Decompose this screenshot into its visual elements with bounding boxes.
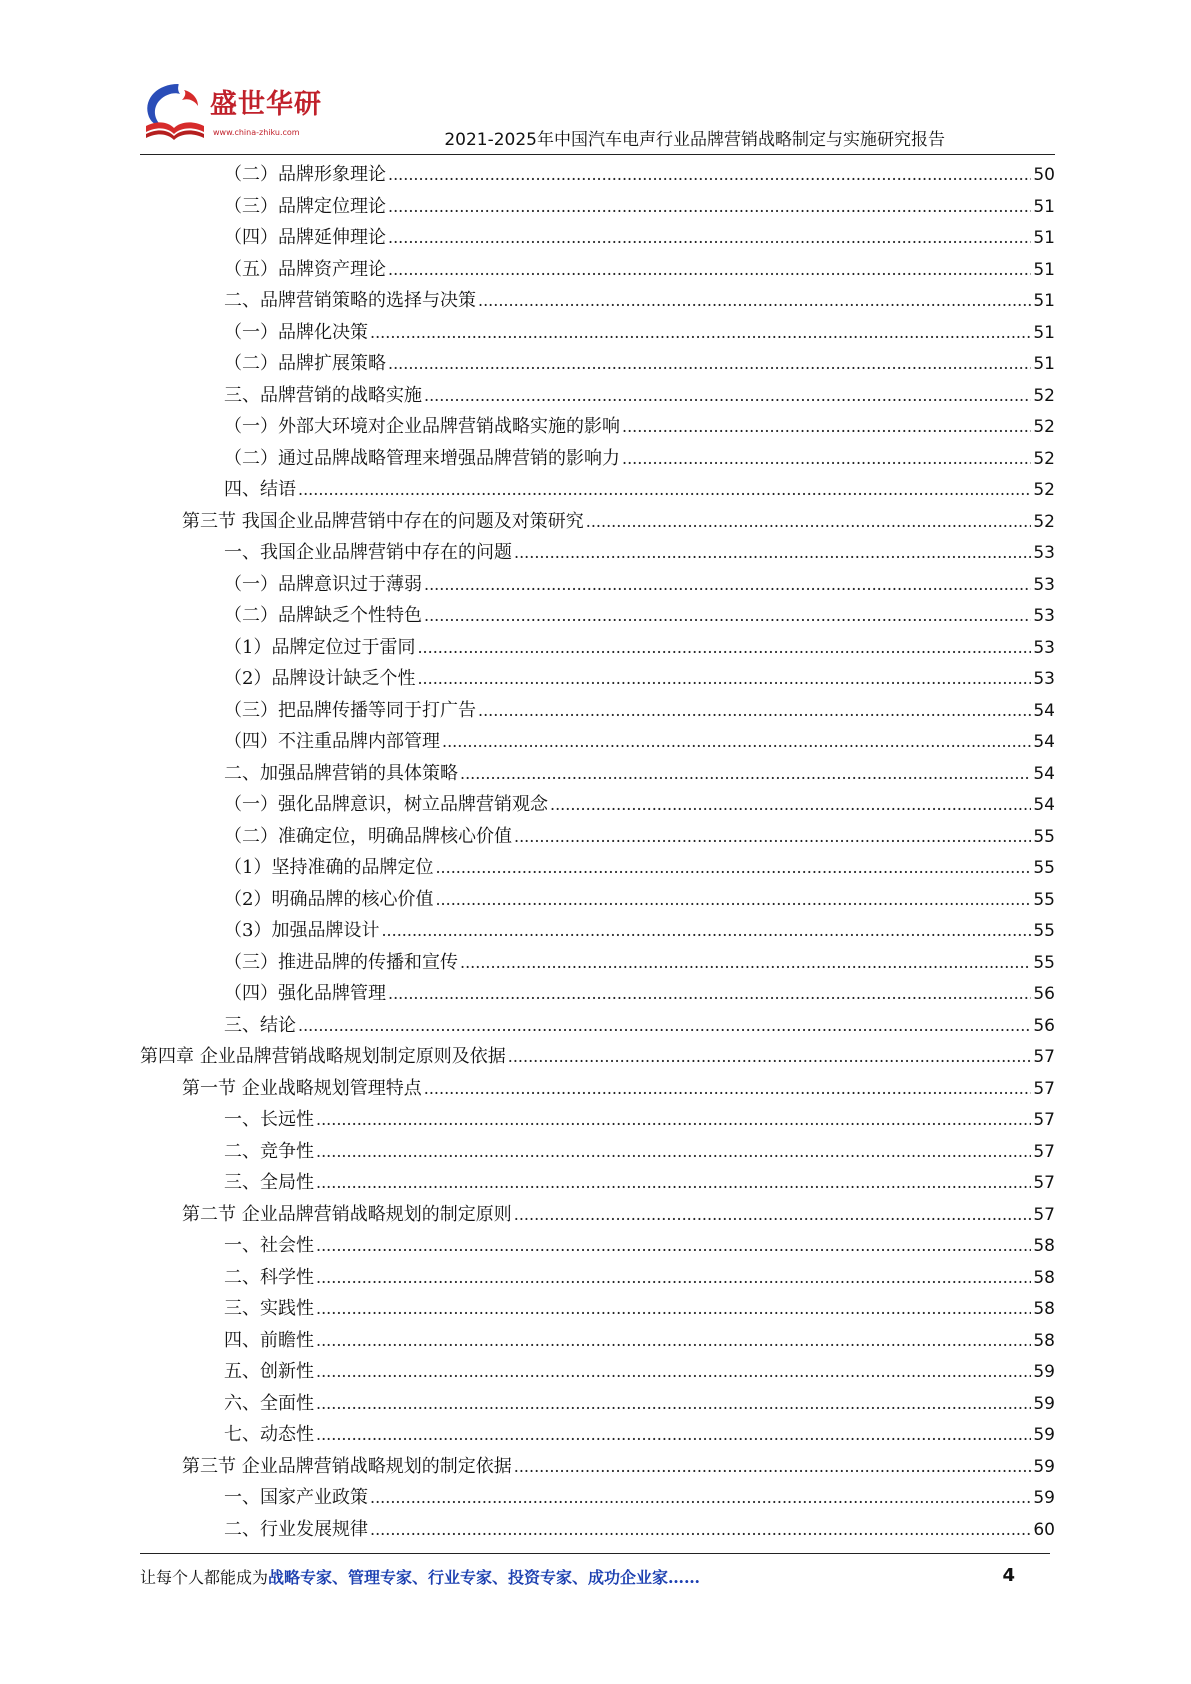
toc-entry[interactable] [140,349,1055,381]
toc-entry-page: 51 [1033,322,1055,343]
toc-entry-page: 52 [1033,511,1055,532]
toc-entry-page: 57 [1033,1078,1055,1099]
toc-entry[interactable] [140,664,1055,696]
toc-entry-label: 一、社会性 [224,1235,314,1256]
toc-leader-dots [417,637,1031,658]
toc-leader-dots [424,1078,1032,1099]
toc-entry-label: （四）不注重品牌内部管理 [224,731,440,752]
toc-leader-dots [316,1361,1031,1382]
toc-entry-page: 53 [1033,637,1055,658]
footer-slogan-lead: 让每个人都能成为 [140,1568,269,1587]
toc-entry-page: 52 [1033,385,1055,406]
toc-entry-label: 二、科学性 [224,1266,314,1288]
toc-entry-label: 二、竞争性 [224,1140,314,1162]
toc-leader-dots [316,1330,1031,1351]
footer-divider [140,1553,1050,1554]
toc-entry[interactable] [140,1263,1055,1295]
toc-entry-page: 58 [1033,1330,1055,1351]
toc-entry-label: 二、加强品牌营销的具体策略 [224,762,458,784]
toc-entry-label: 一、国家产业政策 [224,1487,368,1508]
toc-leader-dots [442,731,1031,752]
toc-leader-dots [508,1046,1032,1067]
toc-entry-label: （1）品牌定位过于雷同 [224,636,416,658]
toc-leader-dots [514,542,1031,563]
toc-entry-page: 55 [1033,889,1055,910]
toc-entry-label: （一）外部大环境对企业品牌营销战略实施的影响 [224,416,620,437]
toc-entry-label: 第二节 企业品牌营销战略规划的制定原则 [182,1203,512,1225]
toc-leader-dots [370,322,1031,343]
toc-entry[interactable] [140,223,1055,255]
toc-leader-dots [316,1109,1031,1130]
toc-leader-dots [460,952,1031,973]
toc-entry[interactable] [140,1011,1055,1043]
toc-entry[interactable] [140,1326,1055,1358]
toc-leader-dots [435,857,1031,878]
toc-entry-page: 59 [1033,1425,1055,1445]
toc-entry-label: （二）品牌形象理论 [224,164,386,185]
toc-leader-dots [424,385,1031,406]
toc-leader-dots [316,1298,1031,1319]
toc-entry[interactable] [140,412,1055,444]
toc-entry-page: 53 [1033,669,1055,689]
toc-entry-page: 58 [1033,1267,1055,1288]
toc-leader-dots [316,1141,1031,1162]
toc-leader-dots [514,1456,1032,1477]
toc-entry-label: （3）加强品牌设计 [224,920,380,941]
logo-wordmark: 盛世华研 [210,89,322,120]
toc-entry-label: 二、行业发展规律 [224,1518,368,1540]
toc-entry[interactable] [140,885,1055,917]
toc-entry-label: 三、全局性 [224,1172,314,1193]
footer-slogan-emphasis: 战略专家、管理专家、行业专家、投资专家、成功企业家…… [268,1568,701,1587]
toc-leader-dots [417,668,1031,689]
toc-entry-label: （一）品牌意识过于薄弱 [224,573,422,595]
toc-leader-dots [622,448,1031,469]
toc-entry[interactable] [140,822,1055,854]
toc-entry-label: （三）品牌定位理论 [224,195,386,217]
toc-entry-label: （2）品牌设计缺乏个性 [224,668,416,689]
toc-entry-label: 三、实践性 [224,1298,314,1319]
toc-entry-label: （三）推进品牌的传播和宣传 [224,951,458,973]
toc-entry-page: 59 [1033,1393,1055,1414]
toc-entry-label: 三、品牌营销的战略实施 [224,384,422,406]
toc-leader-dots [381,920,1031,941]
toc-entry-page: 57 [1033,1141,1055,1162]
toc-entry[interactable] [140,1168,1055,1200]
toc-entry-label: 五、创新性 [224,1361,314,1382]
toc-entry-page: 55 [1033,858,1055,878]
toc-leader-dots [586,511,1032,532]
toc-entry[interactable] [140,1137,1055,1169]
toc-entry-label: （2）明确品牌的核心价值 [224,888,434,910]
toc-entry[interactable] [140,1231,1055,1263]
toc-leader-dots [316,1235,1031,1256]
toc-leader-dots [478,700,1031,721]
toc-entry-page: 53 [1033,543,1055,563]
toc-entry-page: 57 [1033,1173,1055,1193]
toc-entry[interactable] [140,759,1055,791]
table-of-contents [140,160,1055,1546]
toc-entry[interactable] [140,790,1055,822]
toc-leader-dots [424,574,1031,595]
toc-entry-label: （二）品牌缺乏个性特色 [224,605,422,626]
toc-entry-label: （五）品牌资产理论 [224,258,386,280]
toc-entry-label: 第三节 企业品牌营销战略规划的制定依据 [182,1455,512,1477]
toc-entry-page: 51 [1033,228,1055,248]
header-divider [140,154,1055,155]
toc-entry-label: 四、前瞻性 [224,1329,314,1351]
toc-entry-label: 六、全面性 [224,1392,314,1414]
toc-entry-page: 59 [1033,1362,1055,1382]
toc-entry-label: 第四章 企业品牌营销战略规划制定原则及依据 [140,1046,506,1067]
page-footer [140,1565,1055,1595]
toc-entry[interactable] [140,538,1055,570]
toc-entry-page: 59 [1033,1456,1055,1477]
toc-entry-page: 54 [1033,700,1055,721]
toc-leader-dots [298,1015,1031,1036]
toc-leader-dots [316,1393,1031,1414]
toc-entry-page: 59 [1033,1488,1055,1508]
toc-leader-dots [424,605,1031,626]
toc-entry-page: 57 [1033,1110,1055,1130]
toc-leader-dots [316,1424,1031,1445]
toc-entry-label: 三、结论 [224,1014,296,1036]
toc-entry[interactable] [140,1105,1055,1137]
toc-entry-page: 56 [1033,1015,1055,1036]
toc-entry[interactable] [140,286,1055,318]
toc-entry-page: 50 [1033,165,1055,185]
toc-entry-label: （二）准确定位，明确品牌核心价值 [224,825,512,847]
toc-entry-page: 54 [1033,795,1055,815]
toc-leader-dots [388,353,1031,374]
logo-emblem-icon [140,80,210,142]
toc-entry[interactable] [140,192,1055,224]
toc-entry-label: （二）通过品牌战略管理来增强品牌营销的影响力 [224,447,620,469]
toc-entry-page: 51 [1033,196,1055,217]
toc-entry-label: 七、动态性 [224,1424,314,1445]
toc-entry[interactable] [140,475,1055,507]
company-logo [140,78,322,148]
toc-entry-label: （一）强化品牌意识，树立品牌营销观念 [224,794,548,815]
toc-entry[interactable] [140,1483,1055,1515]
toc-leader-dots [460,763,1031,784]
toc-entry-page: 55 [1033,921,1055,941]
toc-entry[interactable] [140,1515,1055,1547]
toc-entry-label: 第三节 我国企业品牌营销中存在的问题及对策研究 [182,510,584,532]
toc-entry[interactable] [140,696,1055,728]
toc-entry-page: 58 [1033,1236,1055,1256]
toc-entry-label: （四）品牌延伸理论 [224,227,386,248]
toc-entry-label: 一、我国企业品牌营销中存在的问题 [224,542,512,563]
toc-entry-page: 57 [1033,1047,1055,1067]
toc-entry-page: 52 [1033,448,1055,469]
toc-leader-dots [435,889,1031,910]
toc-entry[interactable] [140,1357,1055,1389]
toc-leader-dots [388,227,1031,248]
toc-entry[interactable] [140,916,1055,948]
toc-entry[interactable] [140,1074,1055,1106]
toc-entry-label: 第一节 企业战略规划管理特点 [182,1077,422,1099]
toc-entry[interactable] [140,381,1055,413]
toc-entry-page: 52 [1033,417,1055,437]
toc-entry[interactable] [140,979,1055,1011]
toc-leader-dots [370,1487,1031,1508]
toc-entry-label: 一、长远性 [224,1109,314,1130]
toc-entry-page: 55 [1033,826,1055,847]
toc-entry-label: （二）品牌扩展策略 [224,353,386,374]
toc-entry[interactable] [140,444,1055,476]
toc-entry[interactable] [140,1294,1055,1326]
toc-leader-dots [316,1172,1031,1193]
toc-entry-label: （一）品牌化决策 [224,321,368,343]
toc-entry-page: 51 [1033,259,1055,280]
toc-leader-dots [316,1267,1031,1288]
toc-entry[interactable] [140,255,1055,287]
toc-entry-page: 60 [1033,1519,1055,1540]
toc-leader-dots [478,290,1031,311]
toc-entry-page: 56 [1033,984,1055,1004]
toc-entry-page: 53 [1033,606,1055,626]
toc-entry-page: 51 [1033,291,1055,311]
toc-entry[interactable] [140,1200,1055,1232]
toc-entry-page: 54 [1033,763,1055,784]
toc-entry-page: 52 [1033,480,1055,500]
toc-entry[interactable] [140,318,1055,350]
toc-entry-label: （三）把品牌传播等同于打广告 [224,699,476,721]
toc-leader-dots [388,164,1031,185]
toc-entry-label: （1）坚持准确的品牌定位 [224,857,434,878]
toc-entry[interactable] [140,853,1055,885]
toc-entry-label: 二、品牌营销策略的选择与决策 [224,290,476,311]
toc-leader-dots [514,826,1031,847]
toc-entry[interactable] [140,160,1055,192]
toc-entry-label: 四、结语 [224,479,296,500]
toc-entry-page: 53 [1033,574,1055,595]
toc-leader-dots [370,1519,1031,1540]
toc-entry[interactable] [140,601,1055,633]
toc-entry[interactable] [140,1420,1055,1452]
toc-entry[interactable] [140,570,1055,602]
toc-entry-page: 51 [1033,354,1055,374]
document-title: 2021-2025年中国汽车电声行业品牌营销战略制定与实施研究报告 [444,130,945,150]
toc-leader-dots [550,794,1031,815]
toc-entry-page: 57 [1033,1204,1055,1225]
toc-entry[interactable] [140,948,1055,980]
toc-entry[interactable] [140,1042,1055,1074]
toc-leader-dots [388,259,1031,280]
toc-entry-label: （四）强化品牌管理 [224,983,386,1004]
logo-url: www.china-zhiku.com [213,128,300,137]
page-number: 4 [1002,1565,1015,1586]
toc-leader-dots [514,1204,1032,1225]
page-header [140,78,1055,152]
toc-entry[interactable] [140,633,1055,665]
toc-entry-page: 58 [1033,1299,1055,1319]
toc-entry[interactable] [140,507,1055,539]
toc-entry[interactable] [140,1389,1055,1421]
toc-leader-dots [298,479,1031,500]
toc-leader-dots [388,196,1031,217]
toc-entry[interactable] [140,1452,1055,1484]
toc-entry-page: 55 [1033,952,1055,973]
toc-leader-dots [622,416,1031,437]
toc-entry-page: 54 [1033,732,1055,752]
toc-leader-dots [388,983,1031,1004]
toc-entry[interactable] [140,727,1055,759]
